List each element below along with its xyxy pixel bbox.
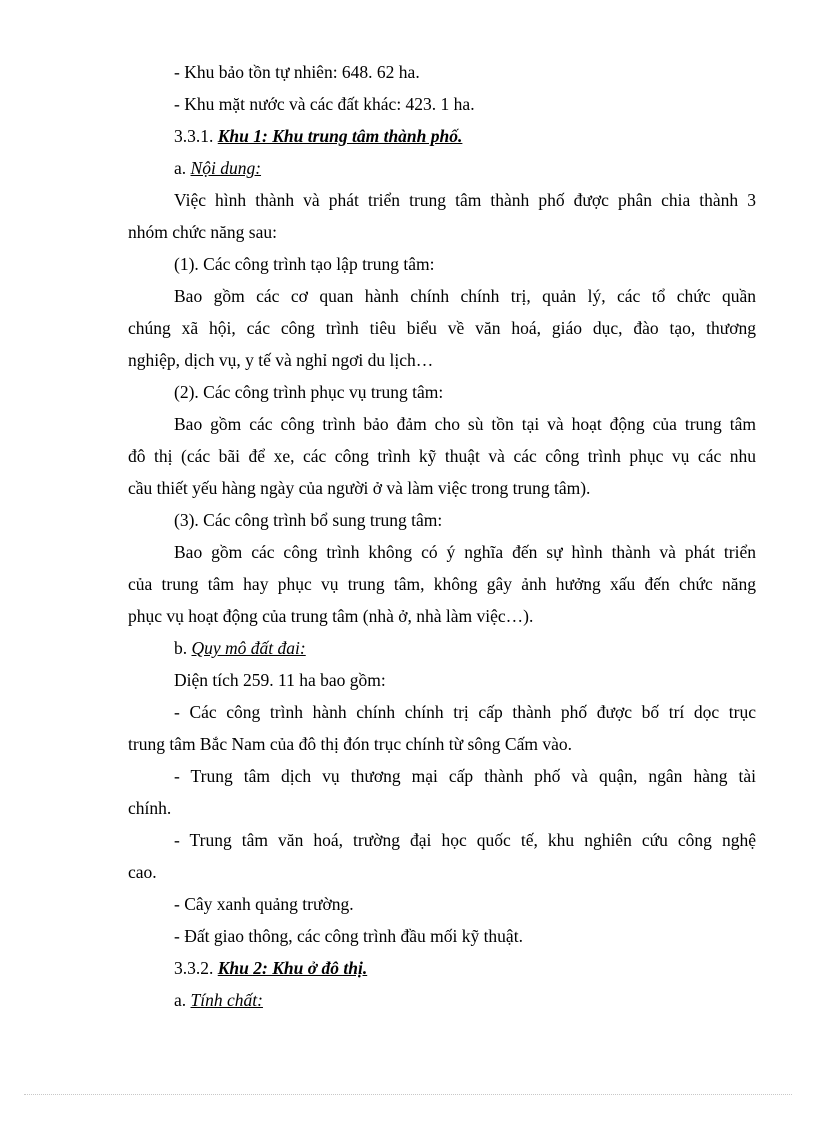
page-bottom-divider (24, 1094, 792, 1095)
paragraph-line: nhóm chức năng sau: (128, 222, 277, 242)
paragraph-line: Bao gồm các cơ quan hành chính chính trị, quản lý, các tổ chức quần (174, 286, 756, 306)
group-heading: (3). Các công trình bổ sung trung tâm: (174, 510, 443, 530)
section-title: Khu 1: Khu trung tâm thành phố. (217, 126, 463, 146)
section-number: 3.3.2. (174, 958, 214, 978)
paragraph-line: cầu thiết yếu hàng ngày của người ở và làm việc trong trung tâm). (128, 478, 591, 498)
section-heading (174, 957, 756, 979)
paragraph-line: Việc hình thành và phát triển trung tâm thành phố được phân chia thành 3 (174, 190, 756, 210)
section-number: 3.3.1. (174, 126, 214, 146)
subsection-heading (174, 637, 756, 659)
paragraph-line: nghiệp, dịch vụ, y tế và nghỉ ngơi du lịch… (128, 350, 434, 370)
subsection-title: Nội dung: (190, 158, 262, 178)
subsection-title: Tính chất: (190, 990, 263, 1010)
subsection-label: a. (174, 158, 187, 178)
section-title: Khu 2: Khu ở đô thị. (217, 958, 368, 978)
subsection-heading (174, 989, 756, 1011)
list-item: - Khu bảo tồn tự nhiên: 648. 62 ha. (174, 62, 420, 82)
subsection-label: b. (174, 638, 188, 658)
list-item: - Cây xanh quảng trường. (174, 894, 354, 914)
section-heading (174, 125, 756, 147)
paragraph-line: Bao gồm các công trình bảo đảm cho sù tồn tại và hoạt động của trung tâm (174, 414, 756, 434)
list-item-continuation: chính. (128, 798, 172, 818)
paragraph-line: đô thị (các bãi để xe, các công trình kỹ thuật và các công trình phục vụ các nhu (128, 446, 756, 466)
paragraph-line: Bao gồm các công trình không có ý nghĩa đến sự hình thành và phát triển (174, 542, 756, 562)
list-item: - Các công trình hành chính chính trị cấp thành phố được bố trí dọc trục (174, 702, 756, 722)
list-item-continuation: trung tâm Bắc Nam của đô thị đón trục chính từ sông Cấm vào. (128, 734, 572, 754)
list-item-continuation: cao. (128, 862, 157, 882)
subsection-title: Quy mô đất đai: (191, 638, 306, 658)
paragraph-line: Diện tích 259. 11 ha bao gồm: (174, 670, 386, 690)
list-item: - Trung tâm dịch vụ thương mại cấp thành phố và quận, ngân hàng tài (174, 766, 756, 786)
subsection-heading (174, 157, 756, 179)
list-item: - Đất giao thông, các công trình đầu mối kỹ thuật. (174, 926, 523, 946)
group-heading: (2). Các công trình phục vụ trung tâm: (174, 382, 444, 402)
list-item: - Khu mặt nước và các đất khác: 423. 1 ha. (174, 94, 475, 114)
paragraph-line: chúng xã hội, các công trình tiêu biểu về văn hoá, giáo dục, đào tạo, thương (128, 318, 756, 338)
list-item: - Trung tâm văn hoá, trường đại học quốc tế, khu nghiên cứu công nghệ (174, 830, 756, 850)
group-heading: (1). Các công trình tạo lập trung tâm: (174, 254, 435, 274)
paragraph-line: phục vụ hoạt động của trung tâm (nhà ở, nhà làm việc…). (128, 606, 534, 626)
subsection-label: a. (174, 990, 187, 1010)
paragraph-line: của trung tâm hay phục vụ trung tâm, không gây ảnh hưởng xấu đến chức năng (128, 574, 756, 594)
